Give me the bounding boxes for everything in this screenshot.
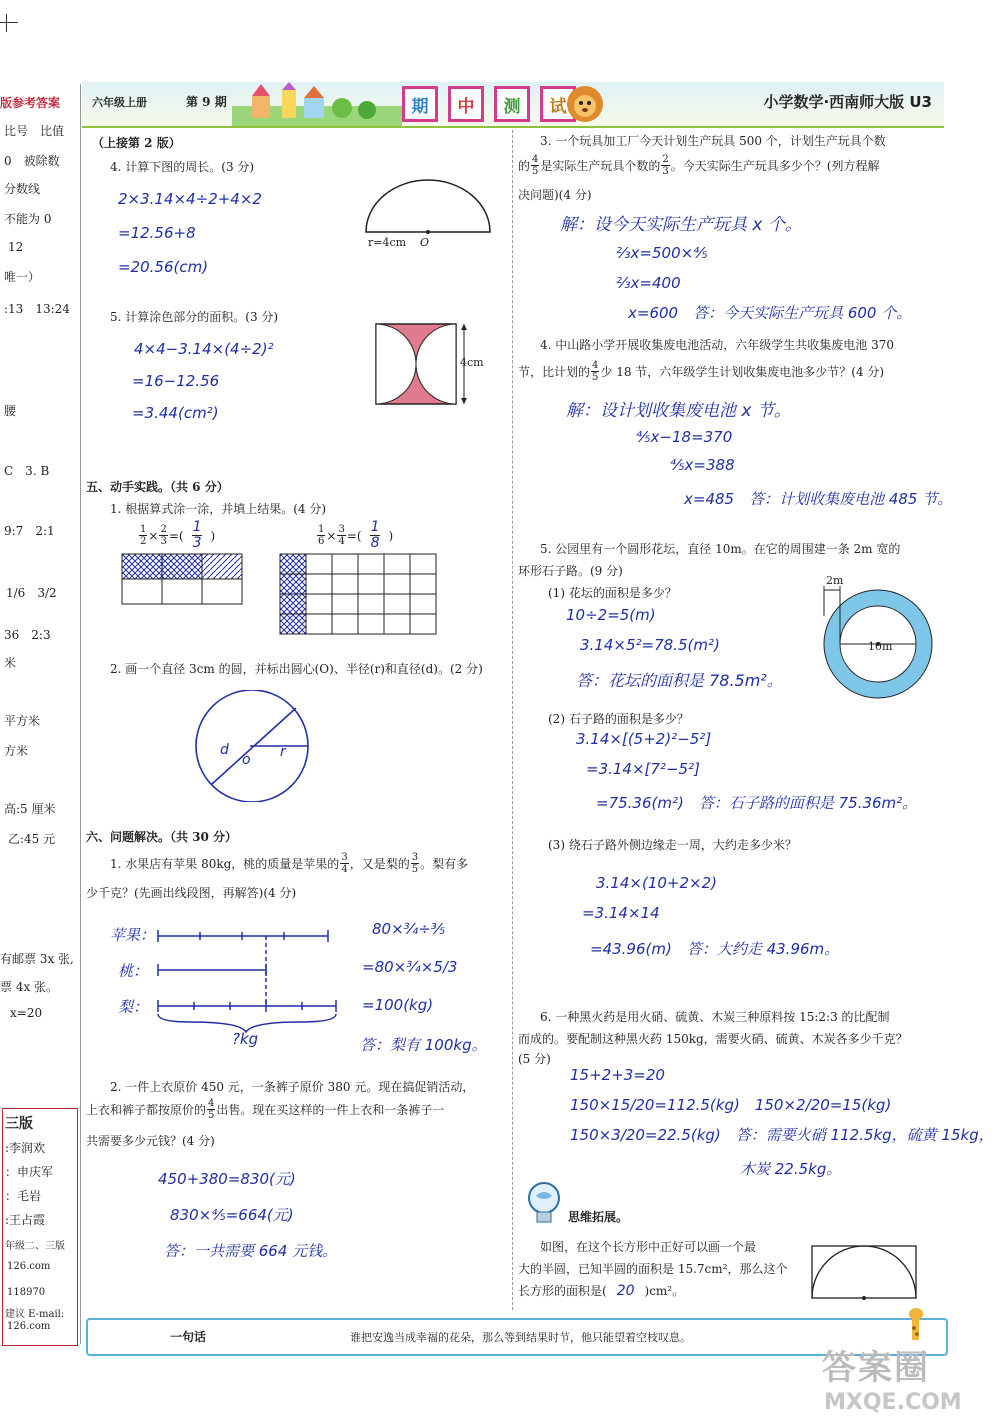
quote-bar [86,1318,948,1356]
answer-line: 1/6 3/2 [6,586,57,600]
q3-answer-line: 解：设今天实际生产玩具 x 个。 [560,215,802,235]
q4b-answer-line: 解：设计划收集废电池 x 节。 [566,401,791,421]
answer-line: 不能为 0 [4,212,52,226]
answer-line: 高:5 厘米 [4,802,56,816]
crop-mark [6,14,7,32]
title-char: 测 [494,86,530,122]
question-6-b-cont: 而成的。要配制这种黑火药 150kg，需要火硝、硫黄、木炭各多少千克？ [518,1032,908,1046]
answer-line: 腰 [4,404,17,418]
answer-num: 1 [192,519,202,535]
q6-1-answer-line: 答：梨有 100kg。 [360,1036,487,1054]
answer-line: 12 [8,240,24,254]
issue-label: 第 9 期 [186,95,227,109]
crop-mark [0,22,18,23]
frac-den: 5 [411,864,419,875]
q-text: 少 18 节，六年级学生计划收集废电池多少节？(4 分) [600,365,885,379]
lion-mascot-icon [560,82,610,126]
question-5-b: 5. 公园里有一个圆形花坛，直径 10m。在它的周围建一条 2m 宽的 [540,542,901,556]
line-label-pear: 梨： [118,998,149,1016]
scenery-illustration [232,82,402,126]
frac-num: 4 [592,360,599,371]
line-segment-diagram [150,920,350,1040]
line-label-apple: 苹果： [110,926,156,944]
frac-num: 1 [318,524,325,535]
q4b-answer-line: ⅘x=388 [670,456,735,474]
subject-label: 小学数学·西南师大版 U3 [763,93,932,111]
title-char: 试 [540,86,576,122]
question-4: 4. 计算下图的周长。(3 分) [110,160,255,174]
q5-2-answer-line: 3.14×[(5+2)²−5²] [576,730,712,748]
answer-line: 9:7 2:1 [4,524,55,538]
semicircle-center-label: O [420,236,430,249]
extension-text [518,1282,684,1299]
center-label: o [242,752,251,768]
question-6-b: 6. 一种黑火药是用火硝、硫黄、木炭三种原料按 15:2:3 的比配制 [540,1010,890,1024]
note-line: 建议 E-mail: [5,1309,65,1320]
question-5-1-b: (1) 花坛的面积是多少？ [548,586,677,600]
question-5-2: 2. 画一个直径 3cm 的圆，并标出圆心(O)、半径(r)和直径(d)。(2 分) [110,662,483,676]
note-line: 年级二、三版 [5,1241,65,1252]
column-divider [512,130,513,1310]
question-5: 5. 计算涂色部分的面积。(3 分) [110,310,279,324]
note-line: 118970 [7,1287,46,1298]
frac-num: 3 [411,852,419,863]
title-char: 中 [448,86,484,122]
path-width-label: 2m [826,574,844,587]
q-text: ，又是梨的 [349,857,410,871]
grid-figure-2 [278,552,438,638]
answer-line: 方米 [4,744,29,758]
staff-line: :李润欢 [5,1141,46,1155]
q5-1-answer-line: 3.14×5²=78.5(m²) [580,636,720,654]
q6-answer-line: 150×3/20=22.5(kg) 答：需要火硝 112.5kg，硫黄 15kg， [570,1126,994,1144]
question-6-2: 2. 一件上衣原价 450 元，一条裤子原价 380 元。现在搞促销活动， [110,1080,475,1094]
note-line: 126.com [7,1261,51,1272]
frac-den: 6 [318,536,325,547]
answer-line: 米 [4,656,17,670]
q5-3-answer-line: 3.14×(10+2×2) [596,874,717,892]
q3-answer-line: x=600 答：今天实际生产玩具 600 个。 [628,304,912,322]
question-6-2-cont [86,1098,444,1121]
q5-3-answer-line: =43.96(m) 答：大约走 43.96m。 [590,940,840,958]
answer-den: 8 [370,535,380,551]
q-text: 是实际生产玩具个数的 [540,159,661,173]
q5-answer-line: =3.44(cm²) [132,404,219,422]
q5-2-answer-line: =75.36(m²) 答：石子路的面积是 75.36m²。 [596,794,918,812]
answer-line: 票 4x 张。 [0,980,59,994]
q-text: )cm²。 [644,1284,685,1298]
q-text: 长方形的面积是( [518,1284,607,1298]
q6-2-answer-line: 答：一共需要 664 元钱。 [164,1242,338,1260]
q4-answer-line: =20.56(cm) [118,258,209,276]
frac-den: 3 [160,536,167,547]
section-6-title: 六、问题解决。（共 30 分） [86,830,238,844]
q5-answer-line: =16−12.56 [132,372,220,390]
note-line: 126.com [7,1321,51,1332]
q6-2-answer-line: 830×⅘=664(元) [170,1206,294,1224]
answer-line: :13 13:24 [4,302,70,316]
lightbulb-icon [524,1180,564,1230]
square-side-label: 4cm [460,356,484,369]
extension-text: 大的半圆，已知半圆的面积是 15.7cm²，那么这个 [518,1262,788,1276]
q-text: 节，比计划的 [518,365,591,379]
frac-num: 1 [140,524,147,535]
frac-den: 4 [338,536,345,547]
q-text: 出售。现在买这样的一件上衣和一条裤子一 [216,1103,445,1117]
answer-line: 0 被除数 [4,154,60,168]
question-6-1-cont: 少千克？(先画出线段图，再解答)(4 分) [86,886,297,900]
question-6-2-cont2: 共需要多少元钱？(4 分) [86,1134,215,1148]
frac-num: 2 [662,154,669,165]
answer-line: 36 2:3 [4,628,51,642]
question-5-1: 1. 根据算式涂一涂，并填上结果。(4 分) [110,502,327,516]
q3-answer-line: ⅔x=500×⅘ [616,244,708,262]
q-text: 。梨有多 [420,857,469,871]
frac-den: 5 [532,166,539,177]
frac-den: 4 [341,864,348,875]
grade-label: 六年级上册 [92,96,147,109]
page-header [82,82,944,128]
diameter-label: d [220,742,229,758]
answer-line: 有邮票 3x 张, [0,952,74,966]
grid-figure-1 [120,552,246,608]
question-5-3-b: (3) 绕石子路外侧边缘走一周，大约走多少米？ [548,838,797,852]
q4-answer-line: =12.56+8 [118,224,196,242]
frac-num: 2 [160,524,167,535]
frac-den: 3 [662,166,669,177]
q6-answer-line: 木炭 22.5kg。 [740,1160,842,1178]
answer-line: x=20 [10,1006,43,1020]
question-3: 3. 一个玩具加工厂今天计划生产玩具 500 个，计划生产玩具个数 [540,134,886,148]
answer-line: 比号 比值 [4,124,65,138]
watermark-url: MXQE.COM [824,1390,962,1415]
line-question-label: ?kg [232,1030,259,1048]
circle-drawing [190,690,320,802]
answer-line: 平方米 [4,714,41,728]
frac-num: 3 [338,524,345,535]
question-4-b-cont [518,360,884,383]
question-3-cont [518,154,879,177]
quote-label: 一句话 [170,1330,207,1344]
frac-num: 4 [532,154,539,165]
question-3-cont2: 决问题)(4 分) [518,188,592,202]
q5-3-answer-line: =3.14×14 [582,904,660,922]
question-5-2-b: (2) 石子路的面积是多少？ [548,712,689,726]
quote-text: 谁把安逸当成幸福的花朵，那么等到结果时节，他只能望着空枝叹息。 [350,1331,691,1344]
edition-label: 三版 [5,1116,33,1132]
answer-den: 3 [192,535,202,551]
rectangle-semicircle-figure [810,1242,920,1302]
q5-2-answer-line: =3.14×[7²−5²] [586,760,700,778]
answer-line: 唯一） [4,270,41,284]
q6-answer-line: 15+2+3=20 [570,1066,665,1084]
q4-answer-line: 2×3.14×4÷2+4×2 [118,190,262,208]
frac-den: 5 [208,1110,215,1121]
answer-line: C 3. B [4,464,50,478]
extension-answer: 20 [616,1282,635,1299]
q-text: 。今天实际生产玩具多少个？(列方程解 [670,159,880,173]
equation-2: $\frac{1}{6}$ × $\frac{3}{4}$ =( $\frac{1}{8}$ ) [318,519,394,551]
q6-1-answer-line: =80×¾×5/3 [362,958,458,976]
answers-title: 版参考答案 [0,96,61,110]
frac-num: 3 [341,852,348,863]
line-label-peach: 桃： [118,962,149,980]
watermark: 答案圈 [822,1348,930,1388]
semicircle-radius-label: r=4cm [368,236,407,249]
question-6-b-cont2: (5 分) [518,1052,551,1066]
title-char: 期 [402,86,438,122]
staff-line: :王占霞 [5,1213,46,1227]
q6-2-answer-line: 450+380=830(元) [158,1170,296,1188]
q5-1-answer-line: 10÷2=5(m) [566,606,656,624]
q-text: 上衣和裤子都按原价的 [86,1103,207,1117]
staff-box [2,1108,78,1346]
q-text: 1. 水果店有苹果 80kg，桃的质量是苹果的 [110,857,340,871]
question-5-b-cont: 环形石子路。(9 分) [518,564,623,578]
extension-text: 如图，在这个长方形中正好可以画一个最 [540,1240,757,1254]
frac-den: 5 [592,372,599,383]
diameter-10m-label: 10m [868,640,893,653]
q6-1-answer-line: 80×¾÷⅗ [372,920,446,938]
q4b-answer-line: x=485 答：计划收集废电池 485 节。 [684,490,953,508]
q5-answer-line: 4×4−3.14×(4÷2)² [134,340,274,358]
equation-1: $\frac{1}{2}$ × $\frac{2}{3}$ =( $\frac{1}{3}$ ) [140,519,216,551]
q6-answer-line: 150×15/20=112.5(kg) 150×2/20=15(kg) [570,1096,892,1114]
title-box-row [402,86,576,122]
giraffe-icon [898,1304,932,1344]
q6-1-answer-line: =100(kg) [362,996,434,1014]
q-text: 的 [518,159,531,173]
previous-answers-column [0,84,81,1344]
answer-num: 1 [370,519,380,535]
q3-answer-line: ⅔x=400 [616,274,681,292]
answer-line: 分数线 [4,182,41,196]
q5-1-answer-line: 答：花坛的面积是 78.5m²。 [576,671,783,690]
radius-label: r [280,744,286,760]
staff-line: ：毛岩 [5,1189,42,1203]
staff-line: ：申庆军 [5,1165,54,1179]
continue-note: （上接第 2 版） [92,136,181,150]
section-5-title: 五、动手实践。（共 6 分） [86,480,229,494]
question-4-b: 4. 中山路小学开展收集废电池活动，六年级学生共收集废电池 370 [540,338,894,352]
frac-den: 2 [140,536,147,547]
frac-num: 4 [208,1098,215,1109]
question-6-1 [110,852,468,875]
answer-line: 乙:45 元 [8,832,56,846]
q4b-answer-line: ⅘x−18=370 [636,428,733,446]
thinking-extension-title: 思维拓展。 [568,1210,629,1224]
